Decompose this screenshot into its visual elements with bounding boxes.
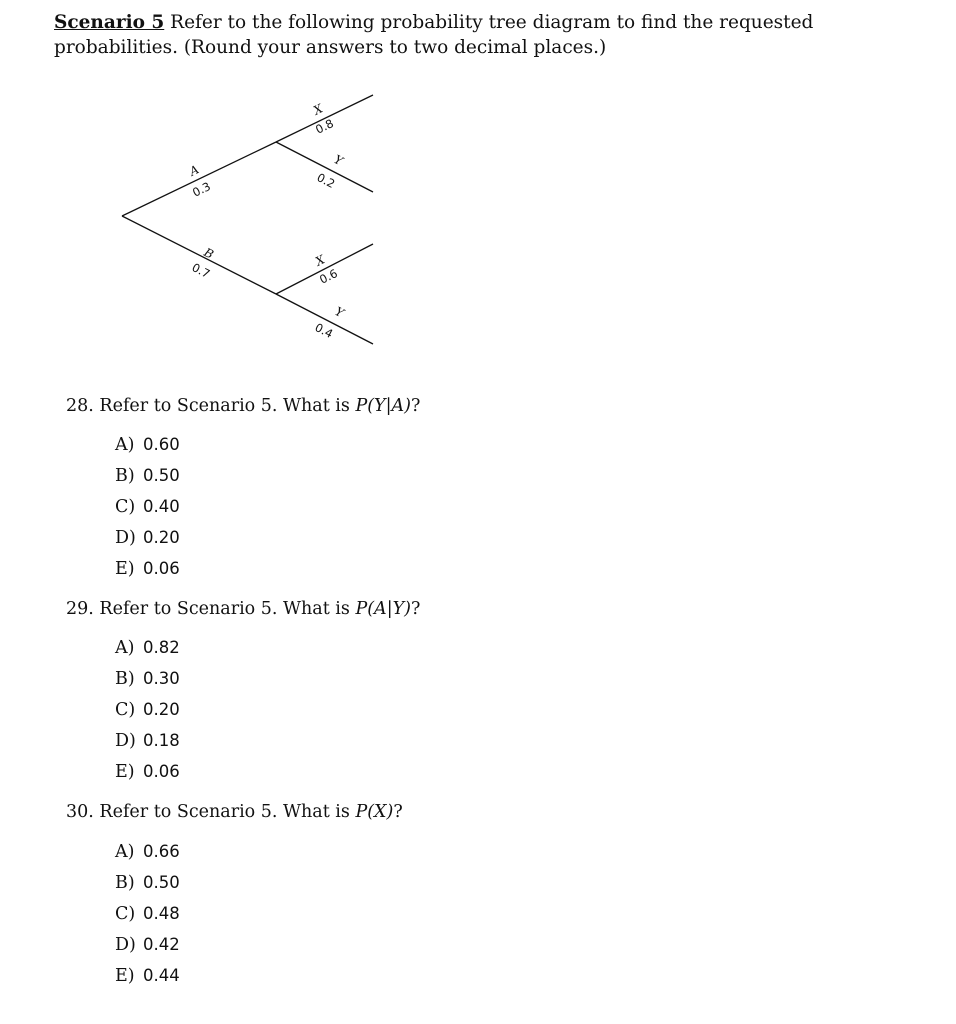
option-value: 0.40 <box>143 497 180 516</box>
label-ay: Y <box>331 152 346 169</box>
question-30 <box>66 800 403 824</box>
option-value: 0.06 <box>143 559 180 578</box>
question-30-options <box>115 840 180 995</box>
question-28-options <box>115 433 180 588</box>
question-expression: P(Y|A) <box>355 396 411 416</box>
label-a: A <box>187 162 202 179</box>
question-text: Refer to Scenario 5. What is <box>99 802 356 822</box>
scenario-label: Scenario 5 <box>54 12 165 33</box>
option-value: 0.82 <box>143 638 180 657</box>
prob-ay: 0.2 <box>314 170 338 191</box>
prob-by: 0.4 <box>312 320 336 341</box>
question-number: 30. <box>66 802 94 822</box>
option-value: 0.60 <box>143 435 180 454</box>
option[interactable] <box>115 495 180 526</box>
option-value: 0.42 <box>143 935 180 954</box>
question-29-options <box>115 636 180 791</box>
option[interactable] <box>115 840 180 871</box>
question-29 <box>66 597 420 621</box>
option-value: 0.18 <box>143 731 180 750</box>
prob-bx: 0.6 <box>317 266 340 287</box>
option[interactable] <box>115 729 180 760</box>
option-letter: B) <box>115 669 135 689</box>
option-value: 0.20 <box>143 528 180 547</box>
option[interactable] <box>115 760 180 791</box>
question-text: Refer to Scenario 5. What is <box>99 599 356 619</box>
option[interactable] <box>115 526 180 557</box>
option-letter: B) <box>115 873 135 893</box>
option[interactable] <box>115 964 180 995</box>
option-letter: E) <box>115 762 135 782</box>
option[interactable] <box>115 557 180 588</box>
option-letter: C) <box>115 904 136 924</box>
question-expression: P(X) <box>355 802 394 822</box>
option-value: 0.30 <box>143 669 180 688</box>
option[interactable] <box>115 433 180 464</box>
question-suffix: ? <box>393 802 403 822</box>
label-by: Y <box>332 304 347 321</box>
option[interactable] <box>115 667 180 698</box>
branch-b-line <box>122 216 276 294</box>
option[interactable] <box>115 698 180 729</box>
option-letter: E) <box>115 966 135 986</box>
option[interactable] <box>115 933 180 964</box>
option-value: 0.44 <box>143 966 180 985</box>
option-letter: D) <box>115 528 136 548</box>
option-value: 0.06 <box>143 762 180 781</box>
question-number: 28. <box>66 396 94 416</box>
branch-bx-line <box>276 244 373 294</box>
option[interactable] <box>115 464 180 495</box>
question-number: 29. <box>66 599 94 619</box>
question-suffix: ? <box>410 396 421 416</box>
question-text: Refer to Scenario 5. What is <box>99 396 356 416</box>
option[interactable] <box>115 902 180 933</box>
option-letter: D) <box>115 731 136 751</box>
prob-a: 0.3 <box>190 179 213 200</box>
option-value: 0.66 <box>143 842 180 861</box>
option-value: 0.50 <box>143 466 180 485</box>
label-ax: X <box>311 101 325 118</box>
branch-a-line <box>122 142 276 216</box>
option-letter: A) <box>115 842 135 862</box>
option-letter: E) <box>115 559 135 579</box>
label-b: B <box>201 245 216 262</box>
prob-b: 0.7 <box>189 260 213 281</box>
option-letter: C) <box>115 700 136 720</box>
scenario-text: Refer to the following probability tree diagram to find the requested probabilities. (Round your answers to two decimal places.) <box>54 12 814 58</box>
option-letter: A) <box>115 638 135 658</box>
option-letter: D) <box>115 935 136 955</box>
question-suffix: ? <box>410 599 421 619</box>
option[interactable] <box>115 636 180 667</box>
option-letter: A) <box>115 435 135 455</box>
option-letter: B) <box>115 466 135 486</box>
prob-ax: 0.8 <box>313 116 336 137</box>
label-bx: X <box>313 252 327 269</box>
option-value: 0.48 <box>143 904 180 923</box>
option-value: 0.20 <box>143 700 180 719</box>
question-28 <box>66 394 420 418</box>
option-letter: C) <box>115 497 136 517</box>
probability-tree-diagram <box>0 0 956 360</box>
option[interactable] <box>115 871 180 902</box>
option-value: 0.50 <box>143 873 180 892</box>
question-expression: P(A|Y) <box>355 599 411 619</box>
